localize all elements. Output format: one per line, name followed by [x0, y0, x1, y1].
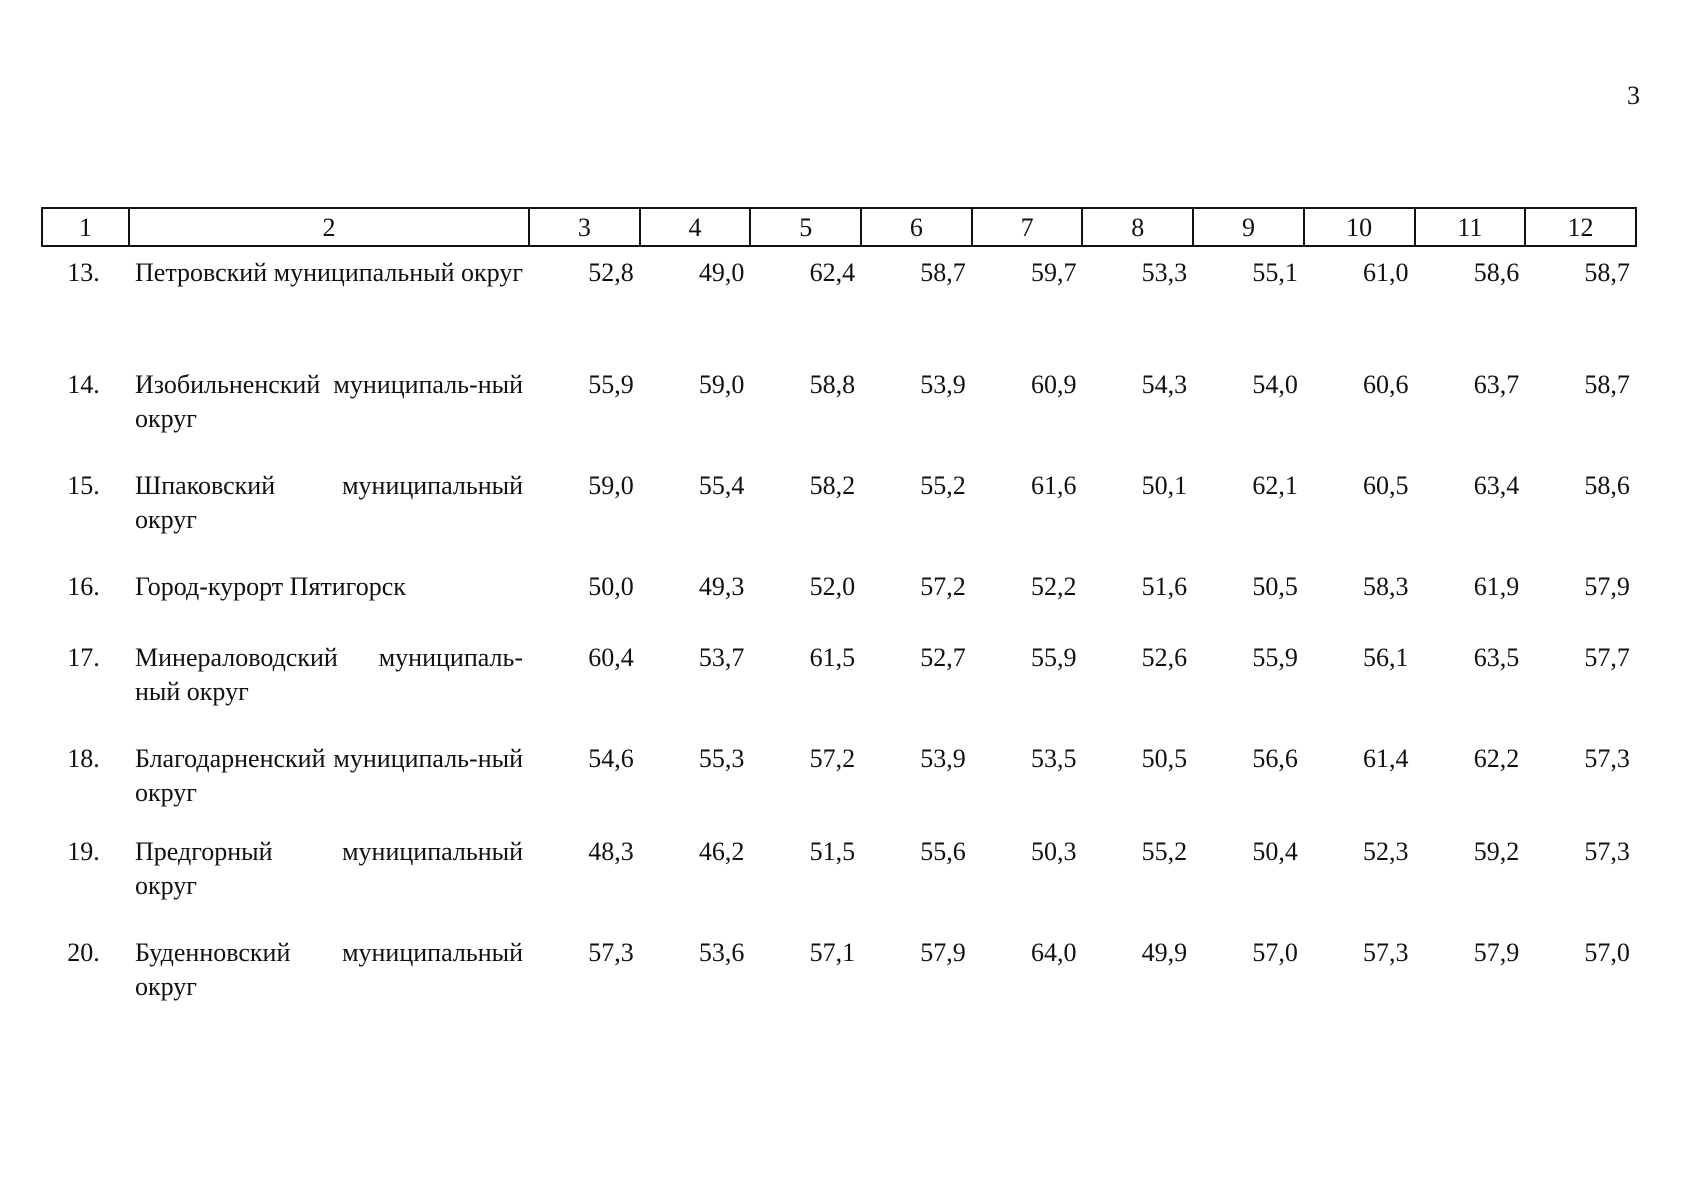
row-number: 19. [67, 837, 100, 866]
value-cell: 50,0 [588, 572, 634, 601]
value-cell: 54,6 [588, 744, 634, 773]
value-cell: 52,6 [1141, 643, 1188, 672]
value-cell: 58,7 [920, 258, 966, 287]
value-cell: 53,6 [698, 938, 745, 967]
value-cell: 51,5 [809, 837, 856, 866]
table-row [42, 733, 1636, 826]
value-cell: 59,7 [1030, 258, 1077, 287]
value-cell: 49,0 [698, 258, 745, 287]
value-cell: 62,2 [1473, 744, 1520, 773]
table-row [42, 359, 1636, 460]
value-cell: 62,4 [809, 258, 856, 287]
value-cell: 57,9 [1473, 938, 1520, 967]
value-cell: 57,3 [588, 938, 634, 967]
row-number: 20. [67, 938, 100, 967]
value-cell: 60,4 [588, 643, 634, 672]
column-header: 4 [640, 208, 751, 246]
value-cell: 57,3 [1363, 938, 1409, 967]
value-cell: 60,9 [1030, 370, 1077, 399]
table-row [42, 632, 1636, 733]
table-row [42, 246, 1636, 359]
value-cell: 58,2 [809, 471, 856, 500]
district-name: Благодарненский муниципаль-ный округ [135, 744, 523, 807]
data-table [41, 207, 1637, 1007]
value-cell: 60,5 [1363, 471, 1409, 500]
value-cell: 55,9 [588, 370, 634, 399]
column-header: 2 [129, 208, 529, 246]
value-cell: 50,1 [1141, 471, 1188, 500]
page-number: 3 [1627, 81, 1640, 110]
column-header: 9 [1193, 208, 1304, 246]
value-cell: 46,2 [698, 837, 745, 866]
column-header: 3 [529, 208, 640, 246]
value-cell: 57,0 [1584, 938, 1630, 967]
value-cell: 63,5 [1473, 643, 1520, 672]
value-cell: 55,9 [1030, 643, 1077, 672]
value-cell: 55,3 [698, 744, 745, 773]
table-header [42, 208, 1636, 246]
value-cell: 58,7 [1584, 258, 1630, 287]
column-header: 7 [972, 208, 1083, 246]
value-cell: 56,6 [1252, 744, 1298, 773]
value-cell: 58,6 [1473, 258, 1520, 287]
value-cell: 55,2 [920, 471, 966, 500]
column-header: 5 [750, 208, 861, 246]
district-name: Буденновский муниципальный округ [135, 938, 523, 1001]
district-name: Город-курорт Пятигорск [135, 572, 406, 601]
value-cell: 63,7 [1473, 370, 1520, 399]
value-cell: 57,3 [1584, 744, 1630, 773]
value-cell: 61,6 [1030, 471, 1077, 500]
value-cell: 57,9 [1584, 572, 1630, 601]
value-cell: 57,0 [1252, 938, 1298, 967]
row-number: 14. [67, 370, 100, 399]
row-number: 16. [67, 572, 100, 601]
row-number: 15. [67, 471, 100, 500]
value-cell: 59,0 [698, 370, 745, 399]
value-cell: 53,9 [920, 744, 966, 773]
header-row [42, 208, 1636, 246]
district-name: Предгорный муниципальный округ [135, 837, 523, 900]
column-header: 11 [1415, 208, 1526, 246]
column-header: 1 [42, 208, 129, 246]
value-cell: 61,0 [1363, 258, 1409, 287]
value-cell: 56,1 [1363, 643, 1409, 672]
column-header: 6 [861, 208, 972, 246]
value-cell: 52,3 [1363, 837, 1409, 866]
district-name: Петровский муниципальный округ [135, 258, 523, 287]
value-cell: 57,3 [1584, 837, 1630, 866]
value-cell: 51,6 [1141, 572, 1188, 601]
table-row [42, 927, 1636, 1007]
value-cell: 57,9 [920, 938, 966, 967]
value-cell: 50,4 [1252, 837, 1298, 866]
column-header: 10 [1304, 208, 1415, 246]
district-name: Изобильненский муниципаль-ный округ [135, 370, 523, 433]
value-cell: 48,3 [588, 837, 634, 866]
value-cell: 52,8 [588, 258, 634, 287]
value-cell: 60,6 [1363, 370, 1409, 399]
value-cell: 62,1 [1252, 471, 1298, 500]
column-header: 8 [1082, 208, 1193, 246]
value-cell: 53,9 [920, 370, 966, 399]
value-cell: 49,3 [698, 572, 745, 601]
value-cell: 57,7 [1584, 643, 1630, 672]
value-cell: 50,5 [1252, 572, 1298, 601]
table-row [42, 826, 1636, 927]
value-cell: 59,2 [1473, 837, 1520, 866]
value-cell: 50,3 [1030, 837, 1077, 866]
value-cell: 53,7 [698, 643, 745, 672]
value-cell: 50,5 [1141, 744, 1188, 773]
value-cell: 61,5 [809, 643, 856, 672]
value-cell: 57,2 [920, 572, 966, 601]
value-cell: 55,1 [1252, 258, 1298, 287]
row-number: 13. [67, 258, 100, 287]
table-row [42, 460, 1636, 561]
value-cell: 55,9 [1252, 643, 1298, 672]
column-header: 12 [1525, 208, 1636, 246]
value-cell: 58,6 [1584, 471, 1630, 500]
row-number: 18. [67, 744, 100, 773]
value-cell: 58,8 [809, 370, 856, 399]
value-cell: 52,7 [920, 643, 966, 672]
value-cell: 63,4 [1473, 471, 1520, 500]
value-cell: 61,9 [1473, 572, 1520, 601]
district-name: Шпаковский муниципальный округ [135, 471, 523, 534]
value-cell: 52,0 [809, 572, 856, 601]
value-cell: 53,5 [1030, 744, 1077, 773]
value-cell: 57,1 [809, 938, 856, 967]
data-table-container [41, 207, 1635, 1007]
district-name: Минераловодский муниципаль-ный округ [135, 643, 523, 706]
value-cell: 54,0 [1252, 370, 1298, 399]
value-cell: 54,3 [1141, 370, 1188, 399]
value-cell: 53,3 [1141, 258, 1188, 287]
value-cell: 52,2 [1030, 572, 1077, 601]
value-cell: 58,7 [1584, 370, 1630, 399]
value-cell: 58,3 [1363, 572, 1409, 601]
table-row [42, 561, 1636, 632]
value-cell: 55,4 [698, 471, 745, 500]
value-cell: 61,4 [1363, 744, 1409, 773]
value-cell: 64,0 [1030, 938, 1077, 967]
value-cell: 49,9 [1141, 938, 1188, 967]
row-number: 17. [67, 643, 100, 672]
value-cell: 57,2 [809, 744, 856, 773]
table-body [42, 246, 1636, 1007]
value-cell: 55,6 [920, 837, 966, 866]
value-cell: 55,2 [1141, 837, 1188, 866]
value-cell: 59,0 [588, 471, 634, 500]
